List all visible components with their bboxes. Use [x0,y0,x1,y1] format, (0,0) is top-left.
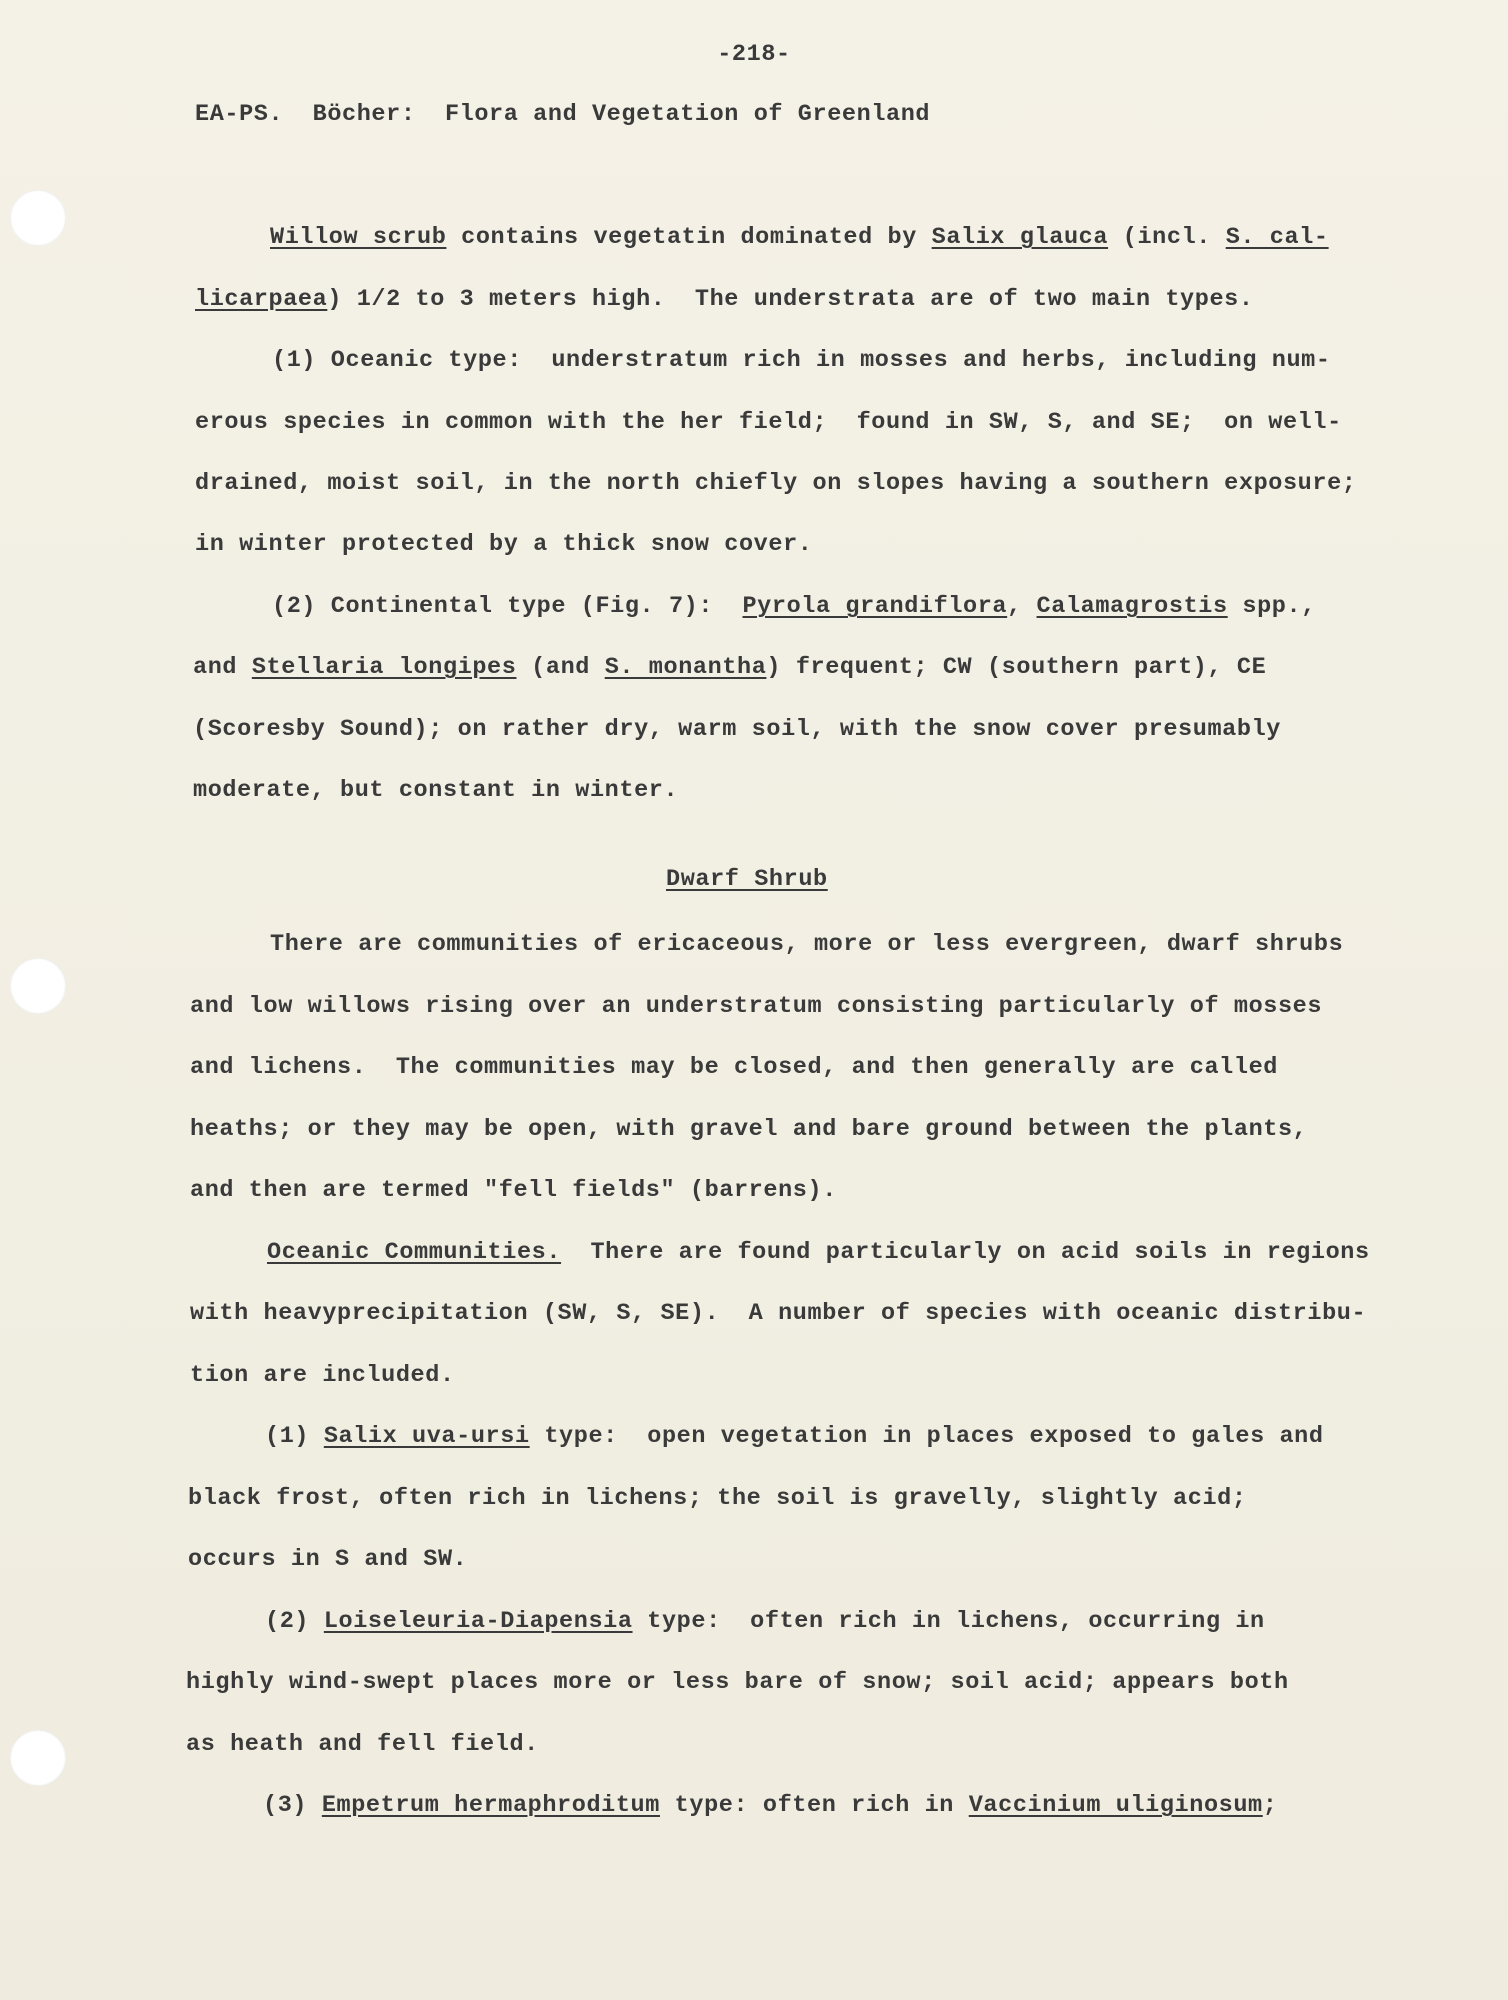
punch-hole [10,190,66,246]
text-line [272,592,1316,622]
species-name: Calamagrostis [1036,593,1228,620]
text-span: (2) Continental type (Fig. 7): [272,593,743,620]
text-span: and [193,654,252,681]
species-name: Stellaria longipes [251,654,517,681]
species-name: Salix glauca [931,224,1109,251]
text-span: contains vegetatin dominated by [446,224,932,251]
term-willow-scrub: Willow scrub [270,224,447,251]
text-span: (incl. [1108,224,1226,251]
text-span: , [1007,593,1037,620]
text-line: tion are included. [190,1362,455,1389]
text-line: and then are termed "fell fields" (barrens). [190,1177,837,1204]
species-name: S. cal- [1225,224,1329,251]
text-line: There are communities of ericaceous, more or less evergreen, dwarf shrubs [270,931,1344,958]
text-span: type: open vegetation in places exposed to gales and [529,1423,1324,1450]
text-line: black frost, often rich in lichens; the soil is gravelly, slightly acid; [188,1485,1247,1512]
text-line: and low willows rising over an understratum consisting particularly of mosses [190,993,1323,1020]
text-line: drained, moist soil, in the north chiefly on slopes having a southern exposure; [195,470,1357,497]
text-line: in winter protected by a thick snow cover. [195,531,813,558]
text-span: There are found particularly on acid soils in regions [561,1239,1370,1266]
text-line [270,223,1329,253]
text-span: ; [1262,1792,1278,1819]
text-span: (2) [265,1608,324,1635]
section-heading [666,865,828,895]
text-line: with heavyprecipitation (SW, S, SE). A number of species with oceanic distribu- [190,1300,1367,1327]
section-heading-text: Dwarf Shrub [666,866,828,893]
text-line: and lichens. The communities may be closed, and then generally are called [190,1054,1278,1081]
punch-hole [10,1730,66,1786]
text-span: (1) [265,1423,324,1450]
text-span: (and [516,654,605,681]
header-title: Flora and Vegetation of Greenland [444,101,931,128]
text-span: ) 1/2 to 3 meters high. The understrata are of two main types. [327,286,1254,313]
text-line: (1) Oceanic type: understratum rich in mosses and herbs, including num- [272,347,1331,374]
text-line [267,1238,1370,1268]
text-line [265,1607,1265,1637]
species-name: Vaccinium uliginosum [968,1792,1263,1819]
species-name: Salix uva-ursi [323,1423,530,1450]
text-span: spp., [1227,593,1316,620]
header-code: EA-PS. [195,101,284,128]
header-author: Böcher: [312,101,416,128]
text-line: as heath and fell field. [186,1731,539,1758]
text-line: erous species in common with the her field; found in SW, S, and SE; on well- [195,409,1342,436]
text-line [193,653,1266,683]
text-line [195,285,1254,315]
text-span: (3) [263,1792,322,1819]
page-number: -218- [717,41,791,68]
text-line: occurs in S and SW. [188,1546,468,1573]
subsection-term: Oceanic Communities. [267,1239,562,1266]
species-name: Empetrum hermaphroditum [321,1792,660,1819]
species-name: Loiseleuria-Diapensia [323,1608,633,1635]
text-span: type: often rich in lichens, occurring in [632,1608,1265,1635]
text-span: ) frequent; CW (southern part), CE [766,654,1267,681]
text-line: moderate, but constant in winter. [193,777,679,804]
text-line: highly wind-swept places more or less bare of snow; soil acid; appears both [186,1669,1289,1696]
punch-hole [10,958,66,1014]
text-span: type: often rich in [659,1792,969,1819]
text-line: heaths; or they may be open, with gravel and bare ground between the plants, [190,1116,1308,1143]
page-header [195,100,930,130]
species-name: S. monantha [604,654,767,681]
species-name: Pyrola grandiflora [742,593,1008,620]
text-line: (Scoresby Sound); on rather dry, warm soil, with the snow cover presumably [193,716,1281,743]
species-name: licarpaea [195,286,328,313]
text-line [263,1791,1277,1821]
text-line [265,1422,1324,1452]
